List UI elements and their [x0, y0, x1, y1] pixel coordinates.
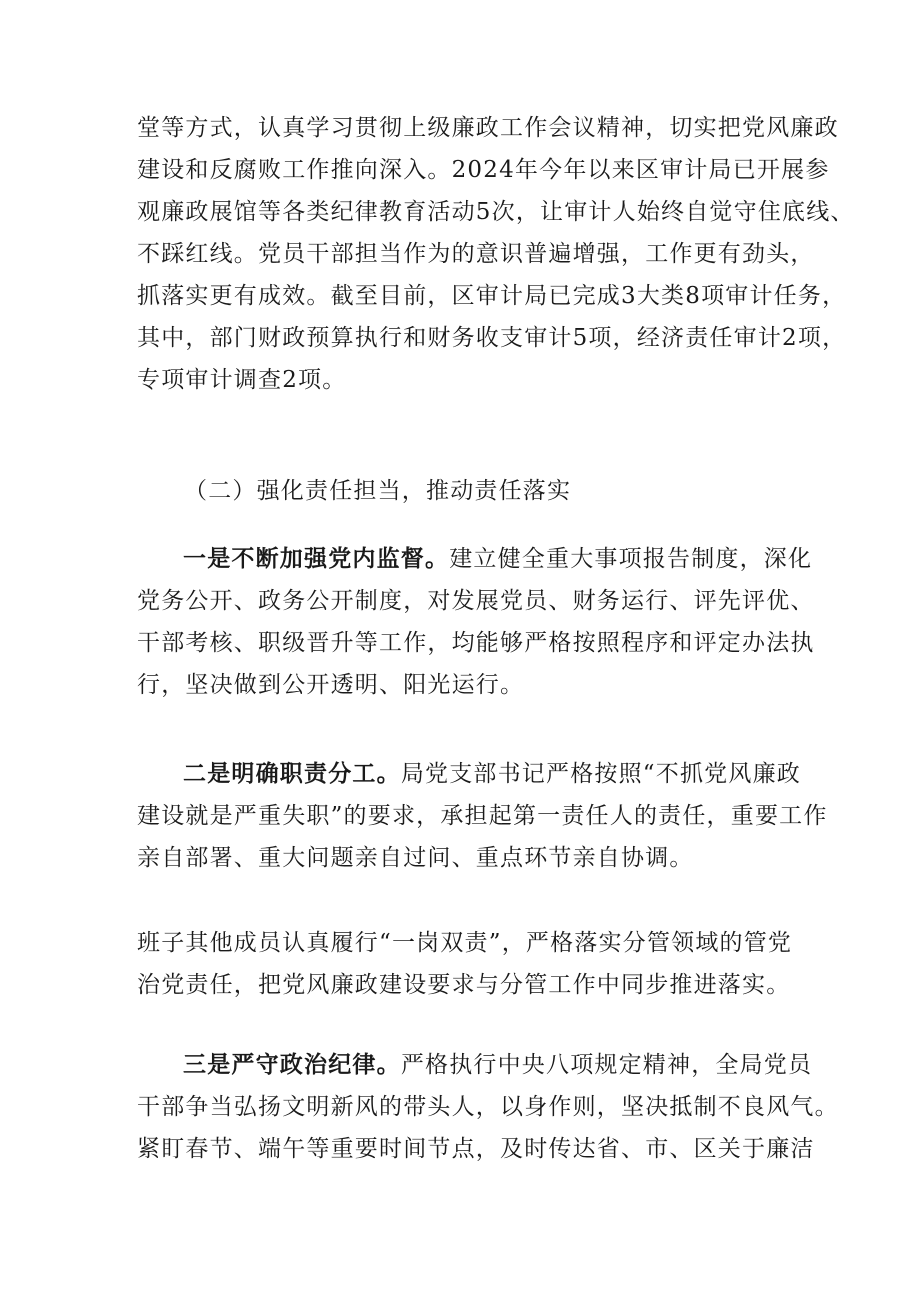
text-line: 行，坚决做到公开透明、阳光运行。	[137, 672, 525, 698]
text-line	[137, 753, 801, 795]
text-line: 建设就是严重失职”的要求，承担起第一责任人的责任，重要工作	[137, 803, 828, 829]
text-line: 其中，部门财政预算执行和财务收支审计5项，经济责任审计2项，	[137, 325, 847, 351]
text-run: 严格执行中央八项规定精神，全局党员	[400, 1052, 813, 1078]
text-line: 观廉政展馆等各类纪律教育活动5次，让审计人始终自觉守住底线、	[137, 199, 855, 225]
text-line: 专项审计调查2项。	[137, 367, 347, 393]
text-line: 干部考核、职级晋升等工作，均能够严格按照程序和评定办法执	[137, 630, 815, 656]
text-run: 建立健全重大事项报告制度，深化	[449, 546, 813, 572]
text-line: 不踩红线。党员干部担当作为的意识普遍增强，工作更有劲头，	[137, 241, 815, 267]
text-line: 干部争当弘扬文明新风的带头人，以身作则，坚决抵制不良风气。	[137, 1094, 839, 1120]
text-line: 班子其他成员认真履行“一岗双责”，严格落实分管领域的管党	[137, 930, 793, 956]
text-run: 局党支部书记严格按照“不抓党风廉政	[400, 761, 801, 787]
text-line: 抓落实更有成效。截至目前，区审计局已完成3大类8项审计任务，	[137, 283, 847, 309]
text-line: 治党责任，把党风廉政建设要求与分管工作中同步推进落实。	[137, 972, 791, 998]
paragraph-lead: 三是严守政治纪律。	[183, 1051, 401, 1078]
text-line: 建设和反腐败工作推向深入。2024年今年以来区审计局已开展参	[137, 157, 830, 183]
paragraph-lead: 二是明确职责分工。	[183, 760, 401, 787]
paragraph-party-supervision	[137, 538, 815, 706]
text-line: 亲自部署、重大问题亲自过问、重点环节亲自协调。	[137, 845, 694, 871]
text-line	[137, 538, 813, 580]
text-line: 紧盯春节、端午等重要时间节点，及时传达省、市、区关于廉洁	[137, 1136, 815, 1162]
section-heading: （二）强化责任担当，推动责任落实	[184, 478, 572, 504]
text-line: 堂等方式，认真学习贯彻上级廉政工作会议精神，切实把党风廉政	[137, 115, 839, 141]
paragraph-political-discipline	[137, 1044, 839, 1170]
text-line: 党务公开、政务公开制度，对发展党员、财务运行、评先评优、	[137, 588, 815, 614]
paragraph-team-members	[137, 922, 797, 1006]
text-line	[137, 1044, 813, 1086]
paragraph-duty-division	[137, 753, 828, 879]
paragraph-study-activities	[137, 107, 855, 401]
paragraph-lead: 一是不断加强党内监督。	[183, 545, 450, 572]
